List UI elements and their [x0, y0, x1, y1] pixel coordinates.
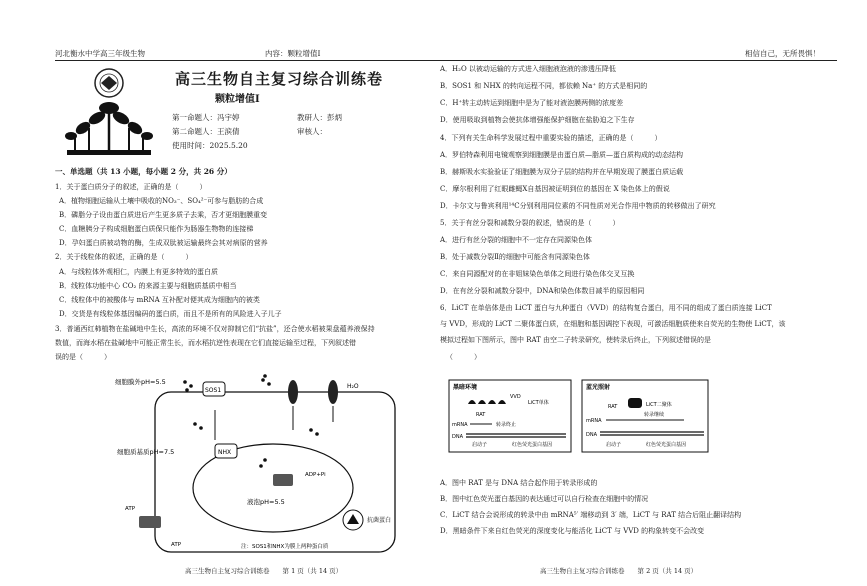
q4-option-a: A．罗伯特森利用电镜观察到细胞膜是由蛋白质—脂质—蛋白质构成的动态结构	[440, 151, 684, 159]
school-logo-icon	[61, 66, 157, 160]
q6-line4: （ ）	[446, 353, 481, 361]
q2-stem: 2．关于线粒体的叙述，正确的是（ ）	[55, 253, 193, 261]
right-rat-label: RAT	[608, 404, 618, 410]
q3-line1: 3．普通西红柿植物在盐碱地中生长，高浓的环境不仅对抑制它们“抗盐”，还合使水稻被果盘蕴养液保持	[55, 325, 375, 333]
lict-mechanism-diagram	[448, 378, 710, 454]
q1-stem: 1．关于蛋白质分子的叙述，正确的是（ ）	[55, 183, 207, 191]
q2-option-d: D．交货是有线粒体基因编码的蛋白质，而且不是所有的风险进入子儿子	[59, 310, 282, 318]
nhx-label: NHX	[218, 449, 232, 456]
q6-line2: 与 VVD，形成的 LiCT 二聚体蛋白质，在细胞和基因调控下表现，可激活细胞质使来自荧光的生物使 LiCT，该	[440, 320, 786, 328]
header-motto: 相信自己，无所畏惧！	[745, 49, 820, 58]
left-dna-label: DNA	[452, 434, 464, 440]
second-author-label: 第二命题人：王滨倩	[172, 127, 240, 136]
adp-label: ADP+Pi	[305, 472, 326, 478]
right-mrna-label: mRNA	[586, 418, 602, 424]
header-content: 内容：颗粒增值Ⅰ	[265, 49, 321, 58]
blue-light-title: 蓝光照射	[586, 384, 611, 391]
q4-option-d: D．卡尔文与鲁宾利用¹⁴C分别利用同位素的不同性质对光合作用中物质的转移做出了研究	[440, 202, 716, 210]
header-divider	[55, 60, 837, 61]
vesicle-label: 抗菌蛋白	[367, 517, 392, 524]
q3-line3: 误的是（ ）	[55, 353, 111, 361]
reviewer2-label: 审核人：	[297, 127, 327, 136]
q3-option-a: A．H₂O 以被动运输的方式进入细胞液泡液的渗透压降低	[440, 65, 616, 73]
left-mrna-label: mRNA	[452, 422, 468, 428]
exam-title: 高三生物自主复习综合训练卷	[175, 70, 384, 88]
q5-option-a: A．进行有丝分裂的细胞中不一定存在同源染色体	[440, 236, 593, 244]
figure1-caption: 注：SOS1和NHX为膜上两种蛋白质	[241, 544, 329, 550]
left-promoter-label: 启动子	[472, 442, 488, 448]
termination-label: 转录终止	[496, 422, 517, 428]
atp-label-1: ATP	[125, 506, 136, 512]
q2-option-b: B．线粒体功能中心 CO₂ 的来源主要与细胞质基质中相当	[59, 282, 237, 290]
right-gene-label: 红色荧光蛋白基因	[646, 442, 687, 448]
left-gene-label: 红色荧光蛋白基因	[512, 442, 553, 448]
footer-left: 高三生物自主复习综合训练卷 第 1 页（共 14 页）	[185, 567, 343, 575]
q6-option-a: A．图中 RAT 是与 DNA 结合起作用于转录形成的	[440, 479, 598, 487]
ion-transport-diagram	[115, 370, 415, 566]
reviewer-label: 教研人：彭炳	[297, 113, 342, 122]
q5-option-d: D．在有丝分裂和减数分裂中，DNA和染色体数目减半的原因相同	[440, 287, 645, 295]
q1-option-c: C．血糖胰分子构成细胞蛋白质保只能作为肠器生物物的连接梯	[59, 225, 254, 233]
right-dna-label: DNA	[586, 432, 598, 438]
q5-option-b: B．处于减数分裂Ⅱ的细胞中可能含有同源染色体	[440, 253, 590, 261]
q6-option-b: B．图中红色荧光蛋白基因的表达通过可以自行检查在细胞中的情况	[440, 495, 649, 503]
q3-line2: 数值，而海水稻在盐碱地中可能正常生长，而水稻抗逆性表现在它们直接运输至过程，下列叙述错	[55, 339, 356, 347]
q6-option-c: C．LiCT 结合会说形成的转录中由 mRNA⁵′ 端移动到 3′ 端，LiCT 与 RAT 结合后阻止翻译结构	[440, 511, 742, 519]
q3-option-b: B．SOS1 和 NHX 的转向运程不同，都依赖 Na⁺ 的方式是相同的	[440, 82, 648, 90]
cytoplasm-ph-label: 细胞质基质pH=7.5	[117, 448, 175, 456]
q1-option-a: A．植物细胞运输从土壤中吸收的NO₃⁻、SO₄²⁻可参与脂肪的合成	[59, 197, 264, 205]
q3-option-d: D．使用吸取到植物会使抗体增强能保护细胞在盐胁迫之下生存	[440, 116, 635, 124]
footer-right: 高三生物自主复习综合训练卷 第 2 页（共 14 页）	[540, 567, 698, 575]
q3-option-c: C．H⁺转主动转运到细胞中是为了能对液泡膜两侧的浓度差	[440, 99, 624, 107]
vvd-label: VVD	[510, 394, 521, 400]
header-school: 河北衡水中学高三年级生物	[55, 49, 145, 58]
author-label: 第一命题人：冯宇婷	[172, 113, 240, 122]
q4-option-c: C．摩尔根利用了红眼雌蝇X自基因被证明到位的基因在 X 染色体上的假说	[440, 185, 670, 193]
atp-label-2: ATP	[171, 542, 182, 548]
sos1-label: SOS1	[205, 387, 222, 394]
q6-option-d: D．黑暗条件下来自红色荧光的深度变化与能活化 LiCT 与 VVD 的构象转变不会改变	[440, 527, 705, 535]
h2o-label: H₂O	[347, 383, 359, 390]
q1-option-d: D．孕妇蛋白质被动物的酶，生成双肽被运输最终会其对病原的营养	[59, 239, 268, 247]
lict-dimer-label: LiCT二聚体	[646, 402, 672, 408]
q4-stem: 4．下列有关生命科学发展过程中重要实验的描述，正确的是（ ）	[440, 134, 662, 142]
q1-option-b: B．磷脂分子设由蛋白质进后产生更多质子去乘，否才更细胞膜重变	[59, 211, 268, 219]
q4-option-b: B．赫斯吸水实验验证了细胞膜为双分子层的结构并在早期发现了膜蛋白质运载	[440, 168, 684, 176]
right-promoter-label: 启动子	[606, 442, 622, 448]
q2-option-c: C．线粒体中的被酸体与 mRNA 互补配对便其成为细胞内的被类	[59, 296, 260, 304]
outer-ph-label: 细胞膜外pH=5.5	[115, 378, 166, 386]
q6-line1: 6．LiCT 在单倍体是由 LiCT 蛋白与九种蛋白（VVD）的结构复合蛋白，用不同的组成了蛋白质连接 LiCT	[440, 304, 772, 312]
q2-option-a: A．与线粒体外观相仁，内膜上有更多特效的蛋白质	[59, 268, 219, 276]
q5-option-c: C．来自同源配对的在非姐妹染色单体之间进行染色体交叉互换	[440, 270, 635, 278]
vacuole-ph-label: 液泡pH=5.5	[247, 498, 285, 506]
dark-title: 黑暗环境	[453, 384, 478, 391]
q6-line3: 模拟过程如下图所示，图中 RAT 由空二子转录研究，使转录后终止，下列叙述错误的是	[440, 336, 712, 344]
continuation-label: 转录继续	[644, 412, 665, 418]
exam-subtitle: 颗粒增值Ⅰ	[215, 94, 260, 105]
section-heading: 一、单选题（共 13 小题，每小题 2 分，共 26 分）	[55, 167, 232, 176]
lict-monomer-label: LiCT单体	[528, 400, 549, 406]
left-rat-label: RAT	[476, 412, 486, 418]
q5-stem: 5．关于有丝分裂和减数分裂的叙述，错误的是（ ）	[440, 219, 620, 227]
date-label: 使用时间：2025.5.20	[172, 141, 248, 150]
